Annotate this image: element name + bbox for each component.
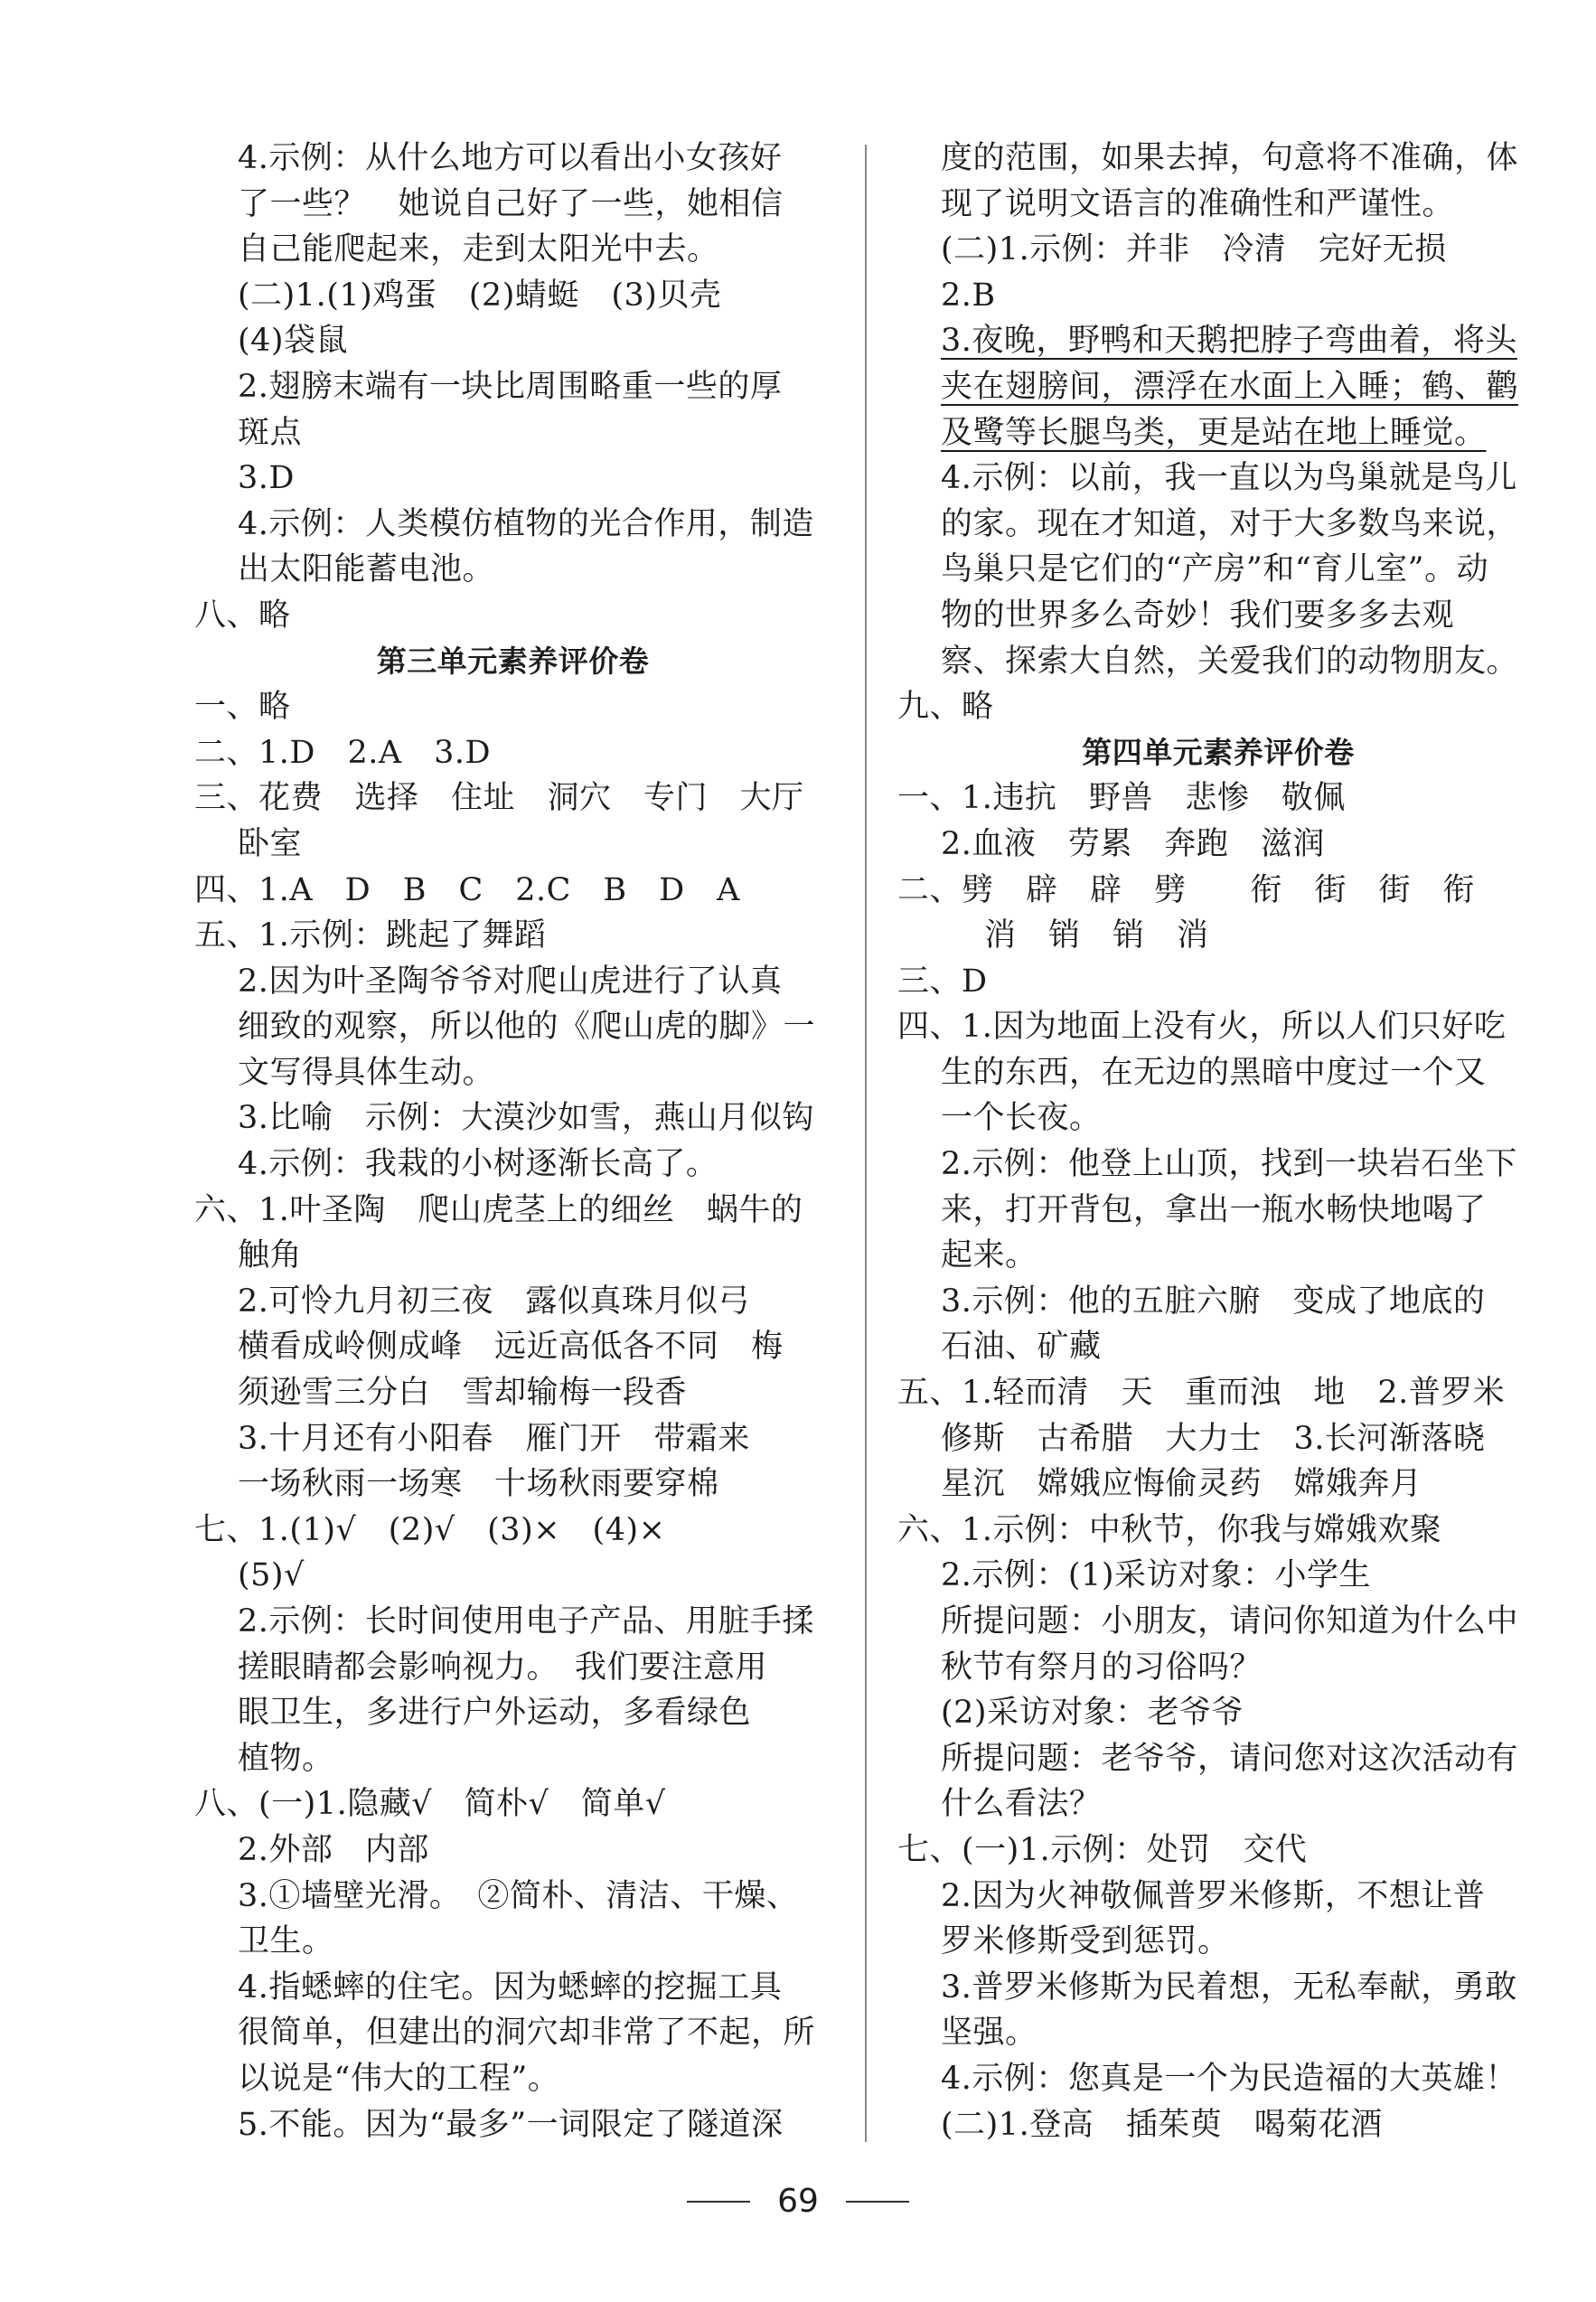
- answer-line: 鸟巢只是它们的“产房”和“育儿室”。动: [941, 551, 1489, 588]
- answer-line: 六、1.叶圣陶 爬山虎茎上的细丝 蜗牛的: [194, 1191, 803, 1228]
- answer-line: 坚强。: [941, 2015, 1037, 2052]
- answer-line: 所提问题：小朋友，请问你知道为什么中: [941, 1603, 1519, 1640]
- answer-line: 植物。: [238, 1740, 334, 1777]
- answer-line: 一场秋雨一场寒 十场秋雨要穿棉: [238, 1466, 719, 1503]
- answer-line: 什么看法？: [941, 1786, 1102, 1823]
- answer-line: (5)√: [238, 1557, 305, 1594]
- answer-line: 四、1.A D B C 2.C B D A: [194, 871, 740, 908]
- answer-line: 了一些？ 她说自己好了一些，她相信: [238, 185, 784, 222]
- answer-line: 修斯 古希腊 大力士 3.长河渐落晓: [941, 1420, 1486, 1457]
- column-divider: [865, 145, 867, 2142]
- answer-line: 斑点: [238, 414, 303, 451]
- answer-line: 文写得具体生动。: [238, 1054, 495, 1091]
- page-number: 69: [777, 2183, 819, 2220]
- answer-line: 二、劈 辟 辟 劈 衔 街 街 衔: [897, 871, 1476, 908]
- answer-line: (二)1.(1)鸡蛋 (2)蜻蜓 (3)贝壳: [238, 277, 722, 314]
- answer-line: 星沉 嫦娥应悔偷灵药 嫦娥奔月: [941, 1466, 1422, 1503]
- answer-line: 2.外部 内部: [238, 1831, 429, 1868]
- underlined-answer: 及鹭等长腿鸟类，更是站在地上睡觉。: [941, 414, 1487, 451]
- answer-line: 2.B: [941, 277, 996, 314]
- underlined-answer: 3.夜晚，野鸭和天鹅把脖子弯曲着，将头: [941, 323, 1517, 360]
- answer-line: 度的范围，如果去掉，句意将不准确，体: [941, 140, 1519, 176]
- section-heading: 第三单元素养评价卷: [376, 643, 650, 679]
- page-footer: [0, 2183, 1596, 2228]
- answer-line: 二、1.D 2.A 3.D: [194, 734, 492, 771]
- answer-line: 出太阳能蓄电池。: [238, 551, 495, 588]
- answer-line: 2.示例：长时间使用电子产品、用脏手揉: [238, 1603, 814, 1640]
- answer-line: 七、1.(1)√ (2)√ (3)× (4)×: [194, 1511, 666, 1548]
- answer-line: 卫生。: [238, 1923, 334, 1960]
- answer-line: [897, 318, 1539, 364]
- right-column: [897, 136, 1539, 2147]
- answer-line: (4)袋鼠: [238, 323, 349, 360]
- answer-line: 秋节有祭月的习俗吗？: [941, 1649, 1263, 1686]
- answer-line: 3.示例：他的五脏六腑 变成了地底的: [941, 1283, 1486, 1320]
- answer-line: 4.指蟋蟀的住宅。因为蟋蟀的挖掘工具: [238, 1968, 783, 2006]
- answer-line: 自己能爬起来，走到太阳光中去。: [238, 231, 719, 268]
- footer-dash-left: [687, 2201, 750, 2203]
- answer-line: 触角: [238, 1237, 303, 1274]
- answer-line: 生的东西，在无边的黑暗中度过一个又: [941, 1054, 1487, 1091]
- answer-line: 所提问题：老爷爷，请问您对这次活动有: [941, 1740, 1519, 1777]
- answer-line: 2.因为叶圣陶爷爷对爬山虎进行了认真: [238, 963, 783, 1000]
- answer-line: 四、1.因为地面上没有火，所以人们只好吃: [897, 1009, 1507, 1046]
- answer-line: 3.普罗米修斯为民着想，无私奉献，勇敢: [941, 1968, 1517, 2006]
- answer-line: 搓眼睛都会影响视力。 我们要注意用: [238, 1649, 768, 1686]
- answer-line: 一、1.违抗 野兽 悲惨 敬佩: [897, 780, 1346, 817]
- answer-line: 九、略: [897, 689, 994, 726]
- answer-line: 三、花费 选择 住址 洞穴 专门 大厅: [194, 780, 804, 817]
- answer-line: 须逊雪三分白 雪却输梅一段香: [238, 1375, 688, 1412]
- answer-line: [897, 364, 1539, 410]
- answer-line: 4.示例：以前，我一直以为鸟巢就是鸟儿: [941, 460, 1517, 497]
- answer-line: 一个长夜。: [941, 1100, 1102, 1137]
- footer-dash-right: [846, 2201, 909, 2203]
- answer-line: 横看成岭侧成峰 远近高低各不同 梅: [238, 1329, 784, 1366]
- answer-line: 石油、矿藏: [941, 1329, 1102, 1366]
- answer-line: 五、1.示例：跳起了舞蹈: [194, 917, 547, 954]
- answer-line: 察、探索大自然，关爱我们的动物朋友。: [941, 643, 1519, 680]
- answer-line: 3.D: [238, 460, 295, 497]
- answer-line: 2.血液 劳累 奔跑 滋润: [941, 825, 1325, 862]
- answer-line: 4.示例：我栽的小树逐渐长高了。: [238, 1146, 718, 1183]
- answer-line: 细致的观察，所以他的《爬山虎的脚》一: [238, 1009, 816, 1046]
- answer-line: 3.比喻 示例：大漠沙如雪，燕山月似钩: [238, 1100, 814, 1137]
- answer-line: 七、(一)1.示例：处罚 交代: [897, 1831, 1308, 1868]
- answer-line: 一、略: [194, 689, 291, 726]
- answer-line: 4.示例：人类模仿植物的光合作用，制造: [238, 505, 814, 542]
- answer-line: 2.示例：他登上山顶，找到一块岩石坐下: [941, 1146, 1517, 1183]
- answer-line: 来，打开背包，拿出一瓶水畅快地喝了: [941, 1191, 1487, 1228]
- answer-line: (2)采访对象：老爷爷: [941, 1695, 1244, 1732]
- answer-line: 五、1.轻而清 天 重而浊 地 2.普罗米: [897, 1375, 1506, 1412]
- answer-line: 4.示例：您真是一个为民造福的大英雄！: [941, 2060, 1517, 2097]
- answer-line: 2.可怜九月初三夜 露似真珠月似弓: [238, 1283, 750, 1320]
- answer-line: [897, 410, 1539, 456]
- answer-line: 眼卫生，多进行户外运动，多看绿色: [238, 1695, 752, 1732]
- answer-line: 2.翅膀末端有一块比周围略重一些的厚: [238, 368, 783, 405]
- answer-line: 2.示例：(1)采访对象：小学生: [941, 1557, 1371, 1594]
- answer-line: 起来。: [941, 1237, 1037, 1274]
- answer-line: 3.十月还有小阳春 雁门开 带霜来: [238, 1420, 750, 1457]
- answer-line: 三、D: [897, 963, 988, 1000]
- answer-line: 八、(一)1.隐藏√ 简朴√ 简单√: [194, 1786, 666, 1823]
- answer-line: 八、略: [194, 597, 291, 634]
- answer-line: (二)1.登高 插茱萸 喝菊花酒: [941, 2106, 1383, 2143]
- answer-line: 物的世界多么奇妙！我们要多多去观: [941, 597, 1455, 634]
- answer-line: 4.示例：从什么地方可以看出小女孩好: [238, 140, 783, 176]
- answer-line: 以说是“伟大的工程”。: [238, 2060, 560, 2097]
- left-column: [194, 136, 831, 2147]
- answer-line: 现了说明文语言的准确性和严谨性。: [941, 185, 1455, 222]
- answer-line: 消 销 销 消: [984, 917, 1209, 954]
- answer-line: 5.不能。因为“最多”一词限定了隧道深: [238, 2106, 784, 2143]
- answer-line: 2.因为火神敬佩普罗米修斯，不想让普: [941, 1877, 1486, 1914]
- answer-line: 罗米修斯受到惩罚。: [941, 1923, 1230, 1960]
- answer-line: 3.①墙壁光滑。 ②简朴、清洁、干燥、: [238, 1877, 799, 1914]
- underlined-answer: 夹在翅膀间，漂浮在水面上入睡；鹤、鹳: [941, 368, 1519, 405]
- section-heading: 第四单元素养评价卷: [1082, 734, 1355, 770]
- answer-line: (二)1.示例：并非 冷清 完好无损: [941, 231, 1447, 268]
- answer-line: 的家。现在才知道，对于大多数鸟来说，: [941, 505, 1519, 542]
- answer-line: 卧室: [238, 825, 303, 862]
- answer-line: 六、1.示例：中秋节，你我与嫦娥欢聚: [897, 1511, 1442, 1548]
- answer-line: 很简单，但建出的洞穴却非常了不起，所: [238, 2015, 816, 2052]
